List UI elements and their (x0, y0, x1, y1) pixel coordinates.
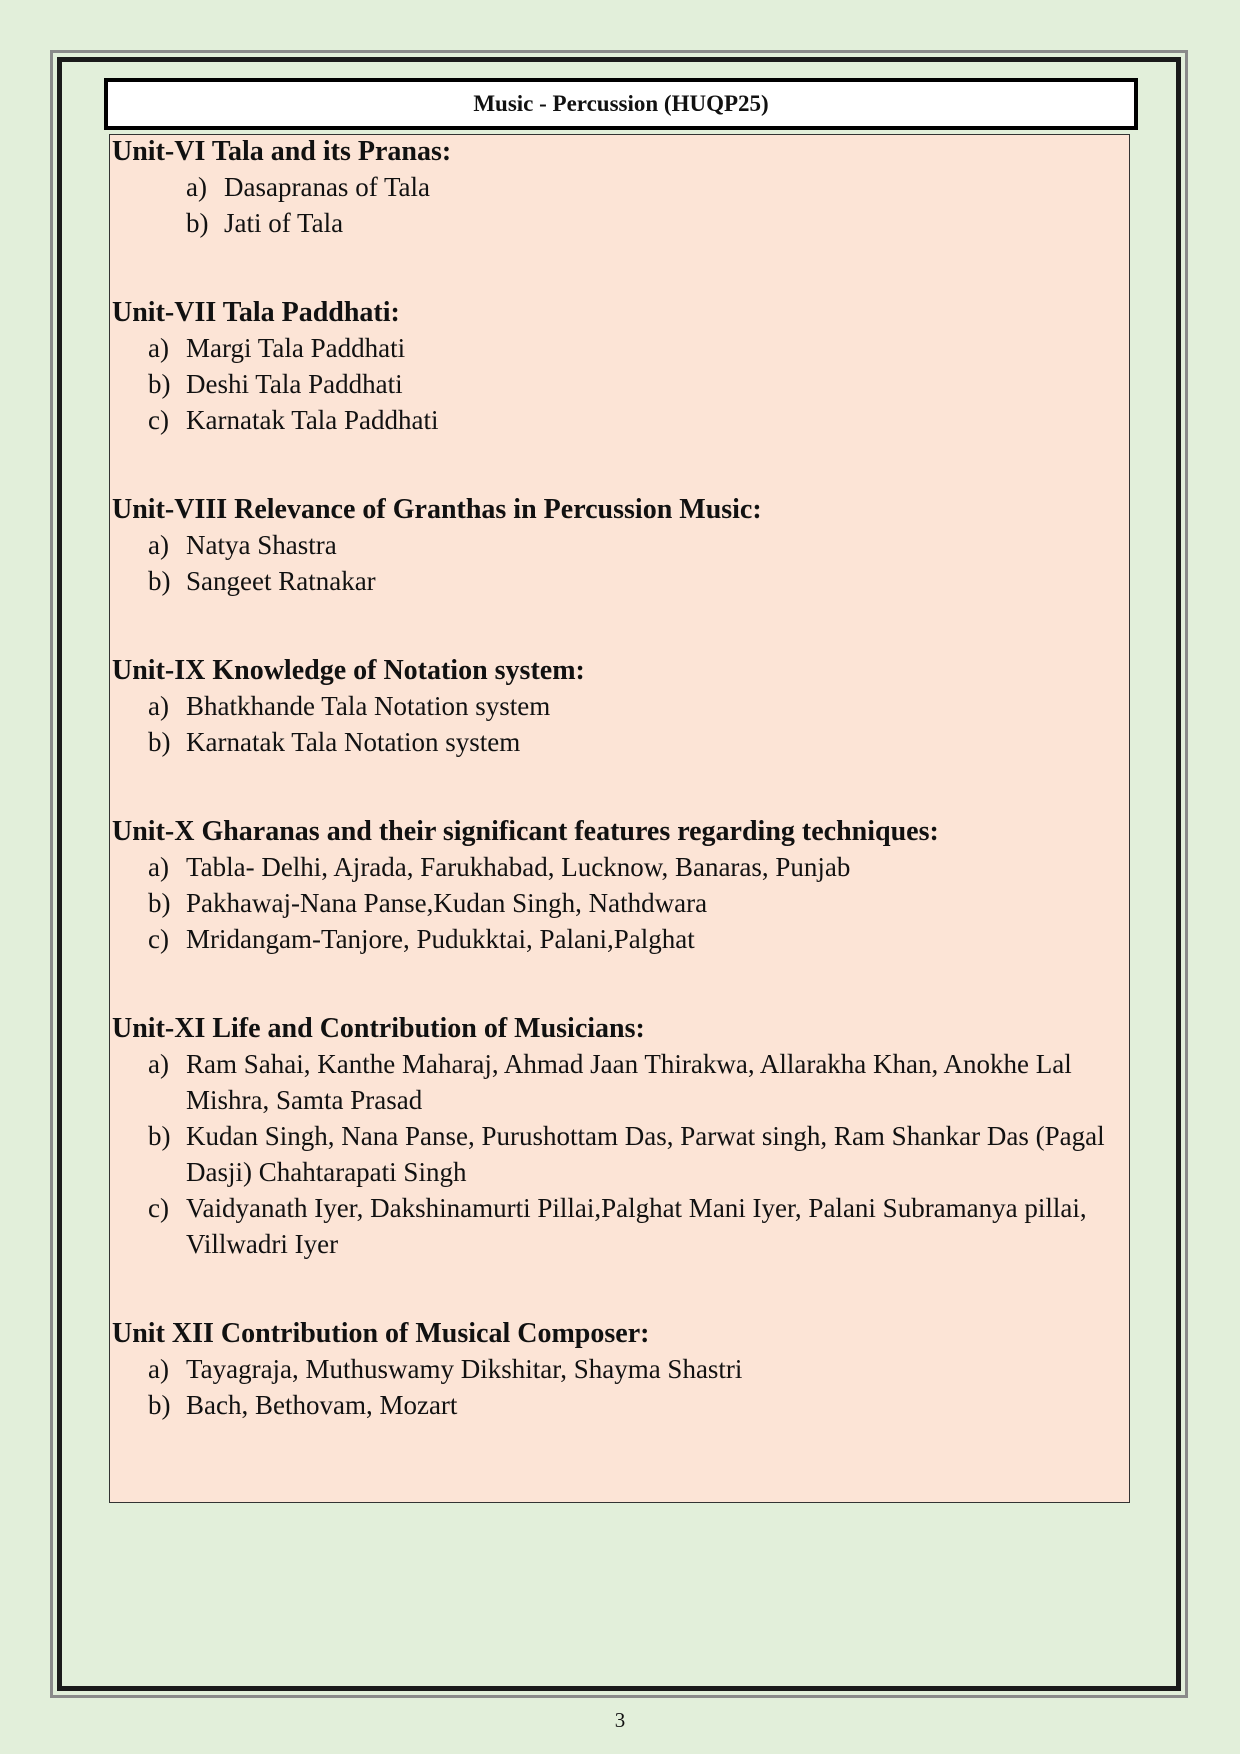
item-text: Sangeet Ratnakar (186, 566, 376, 596)
unit-item-list (112, 1351, 1117, 1423)
item-text: Dasapranas of Tala (224, 172, 431, 202)
item-letter: a) (148, 333, 169, 363)
unit-heading: Unit-X Gharanas and their significant features regarding techniques: (112, 816, 939, 847)
item-text: Kudan Singh, Nana Panse, Purushottam Das, Parwat singh, Ram Shankar Das (Pagal Dasji) Chahtarapati Singh (186, 1121, 1105, 1187)
unit-6 (112, 135, 1117, 241)
unit-8 (112, 493, 1117, 599)
item-letter: c) (148, 405, 169, 435)
item-text: Natya Shastra (186, 530, 337, 560)
unit-item-list (112, 169, 1117, 241)
item-text: Tayagraja, Muthuswamy Dikshitar, Shayma Shastri (186, 1354, 743, 1384)
list-item (148, 1046, 1117, 1118)
list-item (148, 1190, 1117, 1262)
syllabus-content (109, 134, 1130, 1503)
item-text: Deshi Tala Paddhati (186, 369, 403, 399)
list-item (186, 169, 1117, 205)
unit-heading: Unit-VII Tala Paddhati: (112, 297, 400, 328)
unit-heading: Unit-VIII Relevance of Granthas in Percussion Music: (112, 494, 762, 525)
item-text: Karnatak Tala Paddhati (186, 405, 439, 435)
item-text: Margi Tala Paddhati (186, 333, 406, 363)
item-text: Bach, Bethovam, Mozart (186, 1390, 458, 1420)
unit-item-list (112, 688, 1117, 760)
unit-heading: Unit-IX Knowledge of Notation system: (112, 655, 585, 686)
item-text: Tabla- Delhi, Ajrada, Farukhabad, Lucknow, Banaras, Punjab (186, 852, 851, 882)
unit-item-list (112, 527, 1117, 599)
list-item (186, 205, 1117, 241)
list-item (148, 921, 1117, 957)
list-item (148, 330, 1117, 366)
item-text: Ram Sahai, Kanthe Maharaj, Ahmad Jaan Thirakwa, Allarakha Khan, Anokhe Lal Mishra, Samta Prasad (186, 1049, 1072, 1115)
unit-9 (112, 654, 1117, 760)
item-letter: c) (148, 924, 169, 954)
item-letter: a) (148, 530, 169, 560)
item-letter: a) (186, 172, 207, 202)
list-item (148, 724, 1117, 760)
page-number: 3 (614, 1708, 626, 1732)
list-item (148, 1387, 1117, 1423)
list-item (148, 402, 1117, 438)
unit-10 (112, 815, 1117, 957)
item-text: Mridangam-Tanjore, Pudukktai, Palani,Palghat (186, 924, 695, 954)
list-item (148, 1351, 1117, 1387)
unit-heading: Unit-XI Life and Contribution of Musicians: (112, 1013, 645, 1044)
item-text: Bhatkhande Tala Notation system (186, 691, 551, 721)
list-item (148, 563, 1117, 599)
item-text: Vaidyanath Iyer, Dakshinamurti Pillai,Palghat Mani Iyer, Palani Subramanya pillai, Villwadri Iyer (186, 1193, 1087, 1259)
list-item (148, 527, 1117, 563)
item-letter: a) (148, 1049, 169, 1079)
item-letter: b) (148, 1121, 171, 1151)
list-item (148, 688, 1117, 724)
item-text: Pakhawaj-Nana Panse,Kudan Singh, Nathdwara (186, 888, 708, 918)
item-text: Karnatak Tala Notation system (186, 727, 521, 757)
item-letter: a) (148, 1354, 169, 1384)
unit-heading: Unit XII Contribution of Musical Composer: (112, 1318, 650, 1349)
unit-item-list (112, 330, 1117, 438)
unit-item-list (112, 849, 1117, 957)
item-letter: b) (148, 888, 171, 918)
list-item (148, 366, 1117, 402)
document-title: Music - Percussion (HUQP25) (473, 91, 769, 116)
unit-12 (112, 1317, 1117, 1423)
item-letter: b) (148, 566, 171, 596)
unit-item-list (112, 1046, 1117, 1262)
list-item (148, 849, 1117, 885)
item-letter: b) (148, 727, 171, 757)
item-letter: a) (148, 691, 169, 721)
item-text: Jati of Tala (224, 208, 344, 238)
unit-11 (112, 1012, 1117, 1262)
list-item (148, 1118, 1117, 1190)
item-letter: b) (186, 208, 209, 238)
item-letter: c) (148, 1193, 169, 1223)
unit-7 (112, 296, 1117, 438)
item-letter: b) (148, 369, 171, 399)
list-item (148, 885, 1117, 921)
document-title-box (104, 78, 1138, 130)
unit-heading: Unit-VI Tala and its Pranas: (112, 136, 452, 167)
item-letter: a) (148, 852, 169, 882)
item-letter: b) (148, 1390, 171, 1420)
